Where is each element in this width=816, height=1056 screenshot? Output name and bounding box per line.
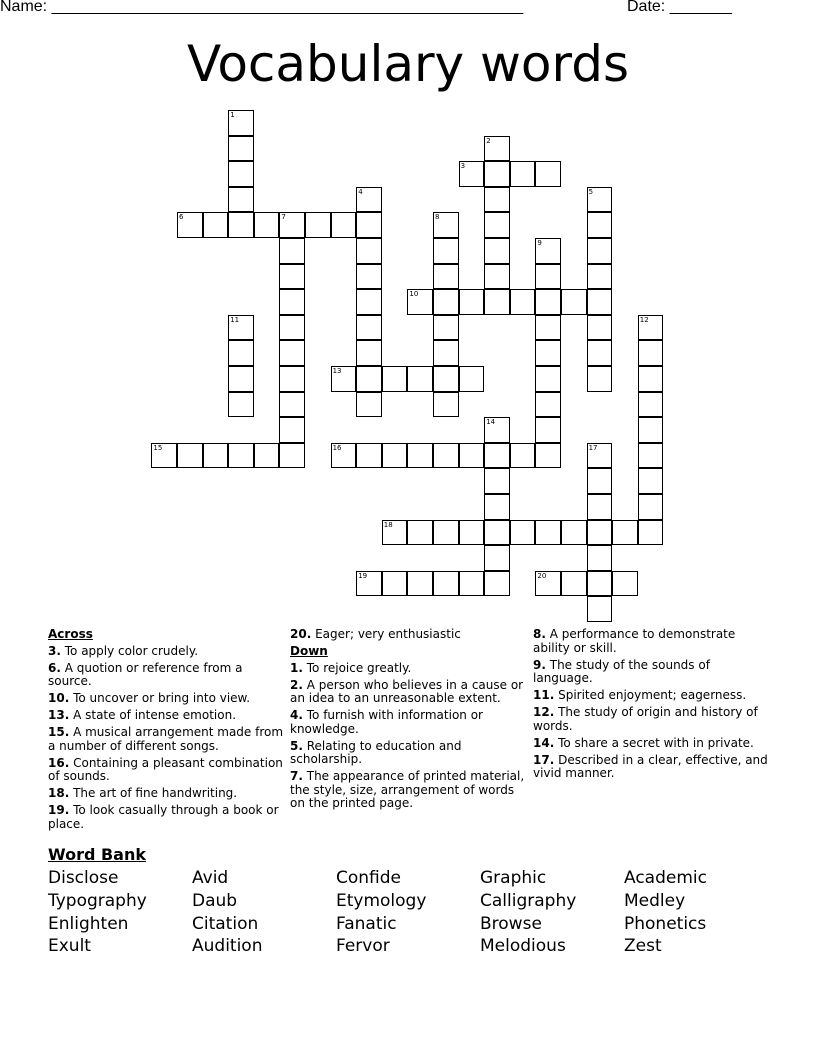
clue-number: 19 <box>358 571 368 580</box>
crossword-cell[interactable] <box>228 392 254 418</box>
clue-down-8: 8. A performance to demonstrate ability or skill. <box>533 627 736 655</box>
clue-number: 7 <box>281 213 286 222</box>
word-bank-item: Zest <box>624 936 662 957</box>
crossword-cell[interactable] <box>484 136 510 162</box>
clue-number: 10 <box>409 290 419 299</box>
crossword-cell[interactable] <box>433 392 459 418</box>
crossword-cell[interactable] <box>484 494 510 520</box>
crossword-cell[interactable] <box>638 443 664 469</box>
crossword-cell[interactable] <box>535 571 561 597</box>
clue-down-14: 14. To share a secret with in private. <box>533 735 754 750</box>
clue-down-12: 12. The study of origin and history of words. <box>533 705 758 733</box>
crossword-cell[interactable] <box>484 520 510 546</box>
word-bank-item: Enlighten <box>48 913 129 934</box>
crossword-cell[interactable] <box>612 520 638 546</box>
crossword-cell[interactable] <box>382 366 408 392</box>
crossword-cell[interactable] <box>459 443 485 469</box>
crossword-cell[interactable] <box>433 212 459 238</box>
crossword-cell[interactable] <box>228 366 254 392</box>
clue-number: 20 <box>537 571 547 580</box>
crossword-cell[interactable] <box>228 443 254 469</box>
clue-across-10: 10. To uncover or bring into view. <box>48 691 251 705</box>
clues-column-3 <box>533 628 773 784</box>
crossword-cell[interactable] <box>535 238 561 264</box>
crossword-cell[interactable] <box>587 571 613 597</box>
crossword-cell[interactable] <box>228 187 254 213</box>
clue-number: 9 <box>537 239 542 247</box>
word-bank-item: Academic <box>624 868 707 888</box>
crossword-cell[interactable] <box>279 315 305 341</box>
crossword-cell[interactable] <box>535 289 561 315</box>
word-bank-item: Graphic <box>480 868 547 888</box>
crossword-cell[interactable] <box>484 161 510 187</box>
word-bank-item: Audition <box>192 936 263 957</box>
crossword-cell[interactable] <box>279 212 305 238</box>
crossword-cell[interactable] <box>305 212 331 238</box>
clue-number: 18 <box>383 520 393 529</box>
word-bank-item: Citation <box>192 913 259 934</box>
crossword-cell[interactable] <box>587 520 613 546</box>
crossword-cell[interactable] <box>587 494 613 520</box>
crossword-cell[interactable] <box>587 187 613 213</box>
crossword-cell[interactable] <box>151 443 177 469</box>
crossword-cell[interactable] <box>279 443 305 469</box>
crossword-cell[interactable] <box>433 366 459 392</box>
crossword-cell[interactable] <box>407 289 433 315</box>
crossword-cell[interactable] <box>228 136 254 162</box>
crossword-cell[interactable] <box>510 161 536 187</box>
crossword-cell[interactable] <box>484 443 510 469</box>
crossword-cell[interactable] <box>484 238 510 264</box>
word-bank-item: Phonetics <box>624 913 707 934</box>
crossword-cell[interactable] <box>356 571 382 597</box>
crossword-cell[interactable] <box>587 545 613 571</box>
word-bank-item: Daub <box>192 890 238 911</box>
crossword-cell[interactable] <box>484 289 510 315</box>
crossword-cell[interactable] <box>254 212 280 238</box>
clue-down-11: 11. Spirited enjoyment; eagerness. <box>533 688 747 702</box>
name-field-label: Name: _____________________________________________________ <box>0 0 524 15</box>
clue-across-18: 18. The art of fine handwriting. <box>48 786 238 800</box>
crossword-cell[interactable] <box>407 520 433 546</box>
crossword-cell[interactable] <box>356 443 382 469</box>
clue-down-2: 2. A person who believes in a cause or an idea to an unreasonable extent. <box>290 677 524 705</box>
crossword-cell[interactable] <box>356 187 382 213</box>
crossword-cell[interactable] <box>587 315 613 341</box>
crossword-cell[interactable] <box>279 392 305 418</box>
crossword-cell[interactable] <box>459 161 485 187</box>
crossword-cell[interactable] <box>561 520 587 546</box>
clue-down-1: 1. To rejoice greatly. <box>290 660 412 675</box>
clue-number: 3 <box>460 162 466 171</box>
crossword-cell[interactable] <box>433 315 459 341</box>
crossword-cell[interactable] <box>459 571 485 597</box>
crossword-cell[interactable] <box>279 238 305 264</box>
word-bank-title: Word Bank <box>48 845 147 864</box>
crossword-cell[interactable] <box>535 520 561 546</box>
crossword-cell[interactable] <box>356 289 382 315</box>
crossword-cell[interactable] <box>638 392 664 418</box>
clue-number: 8 <box>435 213 440 222</box>
clue-number: 15 <box>153 443 163 452</box>
clue-across-20: 20. Eager; very enthusiastic <box>290 627 461 641</box>
crossword-cell[interactable] <box>433 571 459 597</box>
crossword-cell[interactable] <box>510 443 536 469</box>
crossword-cell[interactable] <box>356 212 382 238</box>
crossword-cell[interactable] <box>433 443 459 469</box>
crossword-cell[interactable] <box>382 520 408 546</box>
crossword-cell[interactable] <box>356 264 382 290</box>
crossword-cell[interactable] <box>228 340 254 366</box>
word-bank-item: Melodious <box>480 936 566 957</box>
crossword-cell[interactable] <box>587 596 613 622</box>
crossword-cell[interactable] <box>638 468 664 494</box>
crossword-cell[interactable] <box>510 520 536 546</box>
crossword-cell[interactable] <box>638 315 664 341</box>
word-bank-item: Fervor <box>336 936 390 957</box>
crossword-cell[interactable] <box>356 340 382 366</box>
crossword-cell[interactable] <box>356 315 382 341</box>
crossword-cell[interactable] <box>382 443 408 469</box>
across-heading: Across <box>48 627 93 641</box>
crossword-cell[interactable] <box>484 187 510 213</box>
crossword-cell[interactable] <box>331 212 357 238</box>
date-field-label: Date: _______ <box>627 0 732 15</box>
clue-number: 2 <box>486 136 491 145</box>
clues-column-2 <box>290 628 530 814</box>
clue-down-4: 4. To furnish with information or knowledge. <box>290 708 483 736</box>
down-heading: Down <box>290 644 328 658</box>
word-bank-item: Browse <box>480 913 542 934</box>
crossword-cell[interactable] <box>331 443 357 469</box>
clue-number: 5 <box>588 187 594 196</box>
crossword-cell[interactable] <box>228 110 254 136</box>
clue-number: 11 <box>230 315 240 324</box>
crossword-cell[interactable] <box>407 571 433 597</box>
word-bank-item: Confide <box>336 868 402 888</box>
crossword-cell[interactable] <box>433 340 459 366</box>
clue-number: 1 <box>230 111 235 119</box>
crossword-cell[interactable] <box>535 443 561 469</box>
crossword-cell[interactable] <box>254 443 280 469</box>
crossword-cell[interactable] <box>356 366 382 392</box>
crossword-cell[interactable] <box>279 289 305 315</box>
clue-number: 16 <box>332 443 342 452</box>
crossword-cell[interactable] <box>587 340 613 366</box>
clue-down-9: 9. The study of the sounds of language. <box>533 657 710 685</box>
word-bank-item: Fanatic <box>336 913 397 934</box>
clue-across-16: 16. Containing a pleasant combination of sounds. <box>48 755 283 783</box>
crossword-cell[interactable] <box>587 264 613 290</box>
crossword-cell[interactable] <box>561 571 587 597</box>
word-bank-item: Disclose <box>48 868 119 888</box>
crossword-cell[interactable] <box>331 366 357 392</box>
crossword-cell[interactable] <box>510 289 536 315</box>
crossword-cell[interactable] <box>535 340 561 366</box>
clue-number: 12 <box>639 315 649 324</box>
crossword-cell[interactable] <box>587 468 613 494</box>
crossword-cell[interactable] <box>535 417 561 443</box>
word-bank-item: Medley <box>624 890 686 911</box>
crossword-cell[interactable] <box>638 340 664 366</box>
clue-number: 17 <box>588 443 598 452</box>
crossword-cell[interactable] <box>279 417 305 443</box>
clue-down-17: 17. Described in a clear, effective, and vivid manner. <box>533 752 768 780</box>
crossword-cell[interactable] <box>638 520 664 546</box>
crossword-cell[interactable] <box>459 366 485 392</box>
crossword-cell[interactable] <box>203 443 229 469</box>
crossword-cell[interactable] <box>459 289 485 315</box>
clue-number: 13 <box>332 367 342 375</box>
clue-across-13: 13. A state of intense emotion. <box>48 708 237 722</box>
crossword-cell[interactable] <box>177 212 203 238</box>
clue-across-19: 19. To look casually through a book or place. <box>48 803 279 831</box>
crossword-cell[interactable] <box>356 238 382 264</box>
crossword-cell[interactable] <box>279 340 305 366</box>
crossword-cell[interactable] <box>484 417 510 443</box>
crossword-cell[interactable] <box>228 161 254 187</box>
crossword-cell[interactable] <box>228 212 254 238</box>
crossword-cell[interactable] <box>638 494 664 520</box>
clue-down-5: 5. Relating to education and scholarship. <box>290 738 462 766</box>
crossword-cell[interactable] <box>587 238 613 264</box>
clues-column-1 <box>48 628 288 835</box>
crossword-cell[interactable] <box>587 289 613 315</box>
clue-number: 14 <box>486 418 496 427</box>
crossword-cell[interactable] <box>433 289 459 315</box>
crossword-cell[interactable] <box>535 264 561 290</box>
clue-down-7: 7. The appearance of printed material, the style, size, arrangement of words on the printed page. <box>290 769 525 810</box>
crossword-cell[interactable] <box>535 366 561 392</box>
crossword-cell[interactable] <box>459 520 485 546</box>
clue-across-6: 6. A quotion or reference from a source. <box>48 660 243 688</box>
clue-across-15: 15. A musical arrangement made from a number of different songs. <box>48 725 284 753</box>
word-bank-item: Avid <box>192 868 229 888</box>
crossword-cell[interactable] <box>587 443 613 469</box>
crossword-cell[interactable] <box>561 289 587 315</box>
crossword-cell[interactable] <box>356 392 382 418</box>
word-bank-item: Typography <box>48 890 147 911</box>
crossword-cell[interactable] <box>484 468 510 494</box>
page-title: Vocabulary words <box>187 35 629 93</box>
crossword-cell[interactable] <box>433 520 459 546</box>
crossword-cell[interactable] <box>535 161 561 187</box>
crossword-cell[interactable] <box>279 366 305 392</box>
crossword-cell[interactable] <box>279 264 305 290</box>
crossword-cell[interactable] <box>484 545 510 571</box>
crossword-cell[interactable] <box>638 366 664 392</box>
word-bank-item: Exult <box>48 936 91 957</box>
crossword-cell[interactable] <box>484 264 510 290</box>
crossword-cell[interactable] <box>203 212 229 238</box>
word-bank-item: Calligraphy <box>480 890 577 911</box>
clue-across-3: 3. To apply color crudely. <box>48 643 199 658</box>
word-bank-item: Etymology <box>336 890 427 911</box>
crossword-cell[interactable] <box>433 238 459 264</box>
crossword-cell[interactable] <box>587 366 613 392</box>
crossword-cell[interactable] <box>382 571 408 597</box>
crossword-cell[interactable] <box>484 212 510 238</box>
crossword-cell[interactable] <box>433 264 459 290</box>
crossword-cell[interactable] <box>638 417 664 443</box>
crossword-cell[interactable] <box>407 366 433 392</box>
crossword-cell[interactable] <box>228 315 254 341</box>
clue-number: 6 <box>179 213 184 222</box>
crossword-cell[interactable] <box>484 571 510 597</box>
crossword-cell[interactable] <box>407 443 433 469</box>
crossword-cell[interactable] <box>587 212 613 238</box>
crossword-cell[interactable] <box>535 392 561 418</box>
crossword-cell[interactable] <box>612 571 638 597</box>
clue-number: 4 <box>358 187 363 196</box>
crossword-cell[interactable] <box>177 443 203 469</box>
crossword-cell[interactable] <box>535 315 561 341</box>
